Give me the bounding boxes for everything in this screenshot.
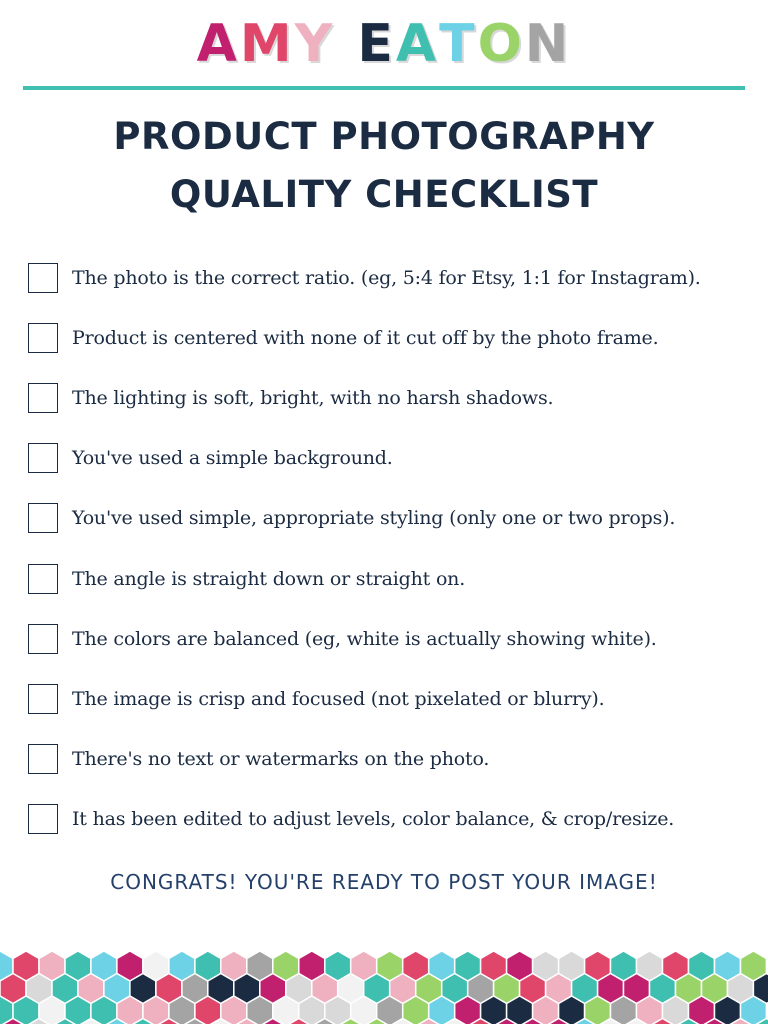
checkbox[interactable] bbox=[28, 323, 58, 353]
checklist-item-label: It has been edited to adjust levels, color balance, & crop/resize. bbox=[72, 807, 675, 830]
brand-letter: A bbox=[196, 14, 240, 74]
checkbox[interactable] bbox=[28, 624, 58, 654]
checklist-item-label: There's no text or watermarks on the photo. bbox=[72, 747, 490, 770]
brand-letter: T bbox=[439, 14, 478, 74]
checklist-item bbox=[28, 308, 748, 368]
brand-letter: O bbox=[477, 14, 525, 74]
checklist-item bbox=[28, 488, 748, 548]
brand-letter: E bbox=[357, 14, 396, 74]
congrats-message: CONGRATS! YOU'RE READY TO POST YOUR IMAGE! bbox=[110, 870, 658, 894]
checkbox[interactable] bbox=[28, 443, 58, 473]
page-title bbox=[0, 108, 768, 224]
checklist-item bbox=[28, 789, 748, 849]
checklist-item bbox=[28, 729, 748, 789]
brand-letter: N bbox=[524, 14, 572, 74]
checklist-item-label: The angle is straight down or straight on. bbox=[72, 567, 466, 590]
checklist-item-label: You've used a simple background. bbox=[72, 447, 393, 470]
brand-last-name bbox=[357, 14, 571, 74]
checklist-item-label: The lighting is soft, bright, with no harsh shadows. bbox=[72, 387, 554, 410]
checkbox[interactable] bbox=[28, 564, 58, 594]
checklist-item bbox=[28, 669, 748, 729]
checkbox[interactable] bbox=[28, 804, 58, 834]
checklist-item-label: Product is centered with none of it cut off by the photo frame. bbox=[72, 327, 659, 350]
checklist-item bbox=[28, 368, 748, 428]
checklist-item-label: The colors are balanced (eg, white is actually showing white). bbox=[72, 627, 657, 650]
checkbox[interactable] bbox=[28, 503, 58, 533]
brand-letter: Y bbox=[294, 14, 336, 74]
checklist-item bbox=[28, 248, 748, 308]
brand-first-name bbox=[197, 14, 336, 74]
checklist-item-label: You've used simple, appropriate styling (only one or two props). bbox=[72, 507, 676, 530]
checklist-item-label: The image is crisp and focused (not pixelated or blurry). bbox=[72, 687, 605, 710]
checklist-item bbox=[28, 428, 748, 488]
brand-logo bbox=[0, 14, 768, 74]
checkbox[interactable] bbox=[28, 383, 58, 413]
page-title-line-1: PRODUCT PHOTOGRAPHY bbox=[113, 115, 655, 158]
quality-checklist bbox=[28, 248, 748, 849]
brand-letter: A bbox=[395, 14, 440, 74]
hexagon-pattern-decoration bbox=[0, 944, 768, 1024]
checklist-item-label: The photo is the correct ratio. (eg, 5:4 for Etsy, 1:1 for Instagram). bbox=[72, 267, 701, 290]
page-title-line-2: QUALITY CHECKLIST bbox=[169, 173, 599, 216]
checkbox[interactable] bbox=[28, 684, 58, 714]
checklist-item bbox=[28, 548, 748, 608]
checkbox[interactable] bbox=[28, 744, 58, 774]
header-divider bbox=[23, 86, 745, 90]
brand-letter: M bbox=[239, 14, 295, 74]
checkbox[interactable] bbox=[28, 263, 58, 293]
checklist-item bbox=[28, 609, 748, 669]
